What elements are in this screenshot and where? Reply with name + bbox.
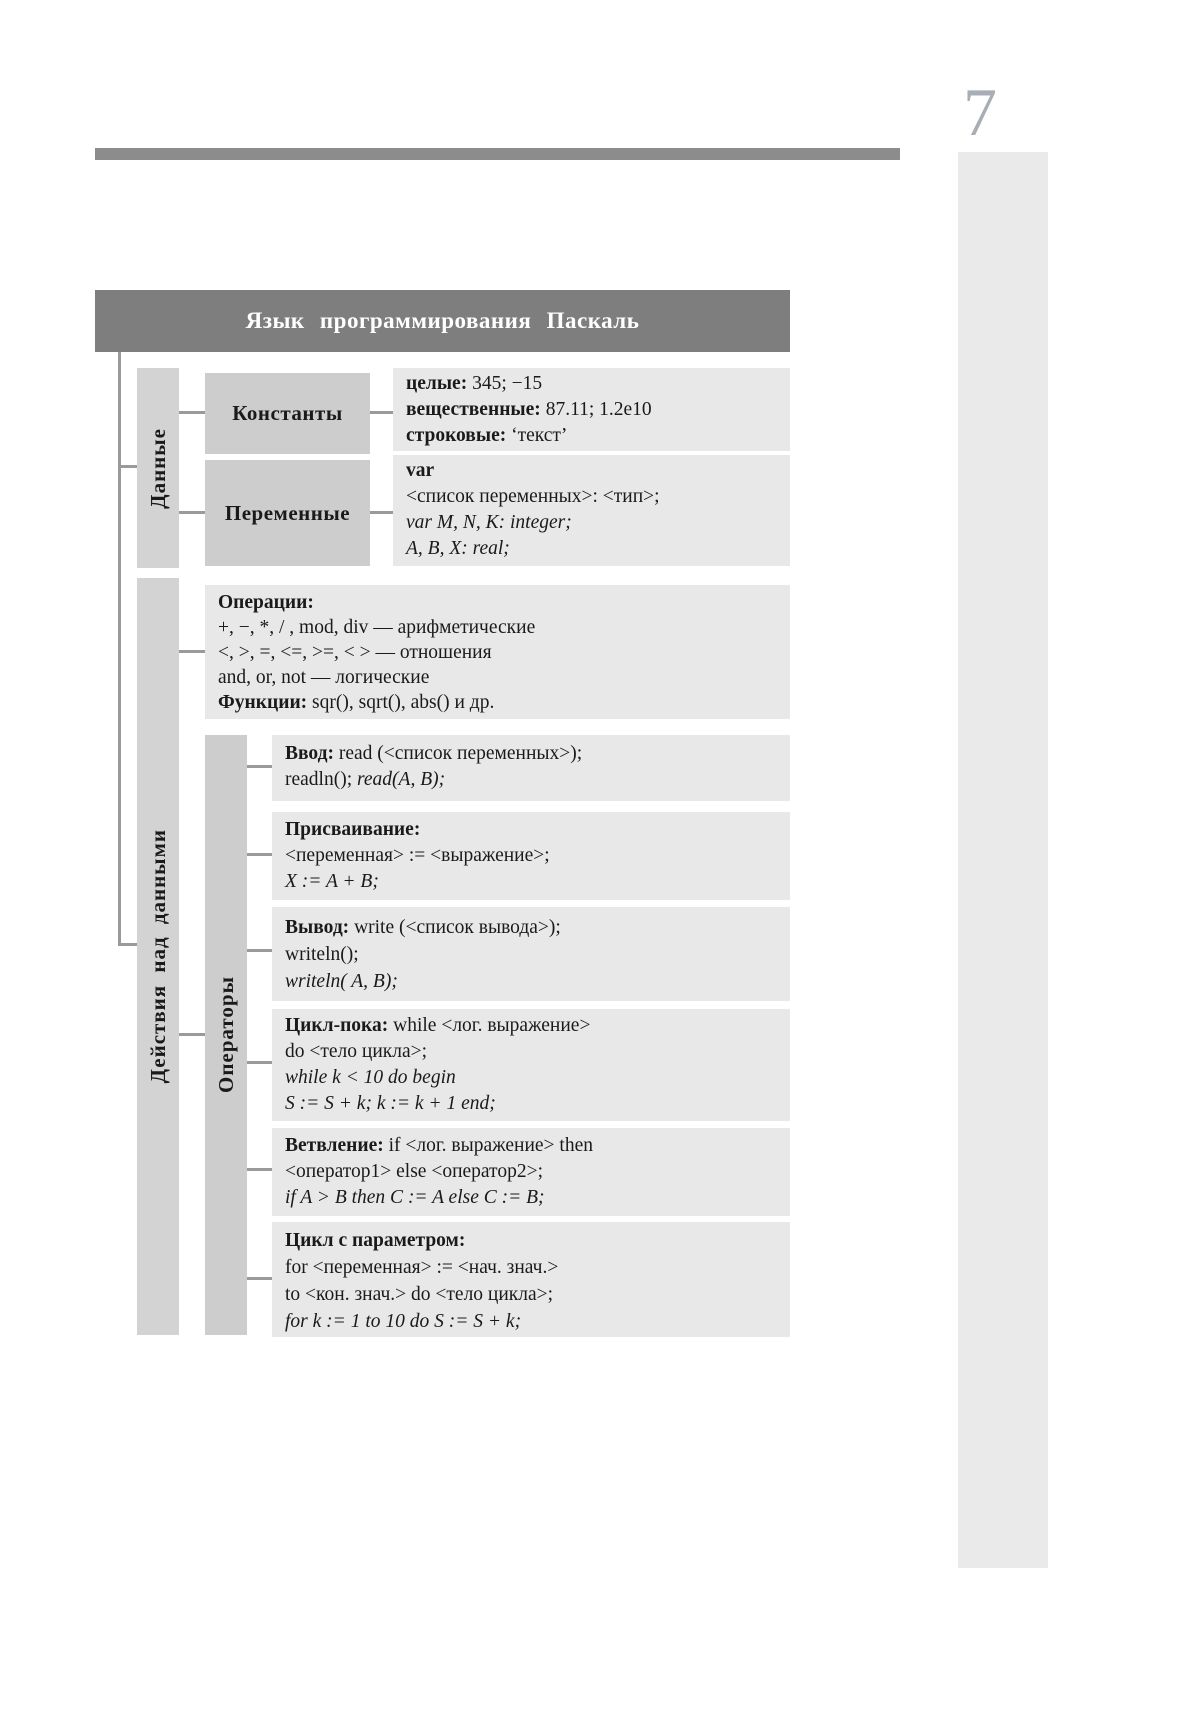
text-segment: Операции: (218, 592, 314, 613)
text-segment: +, −, *, / , mod, div — арифметические (218, 617, 536, 638)
connector-operators-input (247, 765, 272, 768)
branch-label-data-text: Данные (145, 427, 170, 509)
text-line (406, 536, 777, 562)
text-line (285, 1013, 777, 1039)
text-segment: for k := 1 to 10 do S := S + k; (285, 1311, 522, 1332)
node-label-variables: Переменные (205, 460, 370, 566)
text-segment: Присваивание: (285, 819, 421, 840)
text-line (285, 968, 777, 995)
text-line (406, 510, 777, 536)
connector-stub-actions (118, 943, 138, 946)
text-segment: 87.11; 1.2e10 (540, 399, 652, 420)
text-segment: if <лог. выражение> then (383, 1135, 593, 1156)
connector-data-constants (179, 411, 205, 414)
text-line (218, 640, 777, 665)
connector-operators-while (247, 1061, 272, 1064)
text-line (285, 1281, 777, 1308)
text-line (285, 767, 777, 793)
top-rule (95, 148, 900, 160)
text-line (218, 590, 777, 615)
text-segment: <оператор1> else <оператор2>; (285, 1161, 543, 1182)
operator-box-while-loop (272, 1009, 790, 1121)
text-segment: вещественные: (406, 399, 541, 420)
text-line (406, 371, 777, 397)
operator-box-assignment (272, 812, 790, 900)
text-segment: while k < 10 do begin (285, 1067, 456, 1088)
text-segment: целые: (406, 373, 468, 394)
operator-box-output (272, 907, 790, 1001)
operator-box-for-loop (272, 1222, 790, 1337)
text-segment: S := S + k; k := k + 1 end; (285, 1093, 496, 1114)
text-segment: read(A, B); (357, 769, 446, 790)
text-segment: sqr(), sqrt(), abs() и др. (307, 692, 495, 713)
text-line (218, 690, 777, 715)
text-segment: write (<список вывода>); (349, 917, 561, 938)
text-segment: var M, N, K: integer; (406, 512, 572, 533)
connector-trunk (118, 352, 121, 946)
page-number: 7 (963, 74, 997, 150)
text-segment: <переменная> := <выражение>; (285, 845, 550, 866)
text-segment: var (406, 460, 435, 481)
text-segment: writeln( A, B); (285, 971, 398, 992)
text-segment: строковые: (406, 425, 507, 446)
text-line (406, 423, 777, 449)
text-segment: ‘текст’ (506, 425, 568, 446)
text-line (285, 941, 777, 968)
text-line (285, 914, 777, 941)
text-segment: and, or, not — логические (218, 667, 430, 688)
text-line (285, 1065, 777, 1091)
text-segment: read (<список переменных>); (333, 743, 583, 764)
text-segment: if A > B then C := A else C := B; (285, 1187, 545, 1208)
text-segment: Функции: (218, 692, 308, 713)
text-line (285, 1308, 777, 1335)
text-segment: readln(); (285, 769, 358, 790)
text-line (285, 1254, 777, 1281)
text-line (285, 1185, 777, 1211)
connector-actions-operations (179, 650, 205, 653)
connector-stub-data (118, 465, 138, 468)
connector-operators-assignment (247, 853, 272, 856)
text-line (406, 484, 777, 510)
connector-operators-for (247, 1277, 272, 1280)
text-segment: A, B, X: real; (406, 538, 510, 559)
variables-content (393, 455, 790, 566)
text-segment: writeln(); (285, 944, 359, 965)
side-strip (958, 152, 1048, 1568)
operator-box-branching (272, 1128, 790, 1216)
branch-label-operators-text: Операторы (213, 976, 238, 1094)
text-line (406, 458, 777, 484)
text-line (285, 1091, 777, 1117)
connector-operators-if (247, 1168, 272, 1171)
connector-actions-operators (179, 1033, 205, 1036)
text-segment: to <кон. знач.> do <тело цикла>; (285, 1284, 554, 1305)
text-segment: do <тело цикла>; (285, 1041, 428, 1062)
text-line (406, 397, 777, 423)
text-segment: Цикл с параметром: (285, 1230, 466, 1251)
diagram-title: Язык программирования Паскаль (95, 290, 790, 352)
connector-data-variables (179, 511, 205, 514)
text-line (285, 1039, 777, 1065)
text-segment: X := A + B; (285, 871, 379, 892)
text-segment: Ввод: (285, 743, 334, 764)
text-line (285, 869, 777, 895)
node-label-constants: Константы (205, 373, 370, 454)
text-line (285, 843, 777, 869)
constants-content (393, 368, 790, 451)
operations-content (205, 585, 790, 719)
connector-constants-content (370, 411, 393, 414)
branch-label-data (137, 368, 179, 568)
text-segment: for <переменная> := <нач. знач.> (285, 1257, 559, 1278)
connector-operators-output (247, 949, 272, 952)
text-line (285, 1133, 777, 1159)
text-segment: while <лог. выражение> (388, 1015, 591, 1036)
branch-label-actions-text: Действия над данными (145, 829, 170, 1084)
text-line (285, 817, 777, 843)
connector-variables-content (370, 511, 393, 514)
text-line (285, 741, 777, 767)
text-line (218, 665, 777, 690)
branch-label-actions (137, 578, 179, 1335)
text-segment: <, >, =, <=, >=, < > — отношения (218, 642, 492, 663)
text-segment: Вывод: (285, 917, 350, 938)
text-line (285, 1227, 777, 1254)
text-line (218, 615, 777, 640)
text-segment: 345; −15 (467, 373, 543, 394)
operator-box-input (272, 735, 790, 801)
branch-label-operators (205, 735, 247, 1335)
text-segment: Цикл-пока: (285, 1015, 389, 1036)
text-segment: <список переменных>: <тип>; (406, 486, 660, 507)
text-segment: Ветвление: (285, 1135, 384, 1156)
text-line (285, 1159, 777, 1185)
